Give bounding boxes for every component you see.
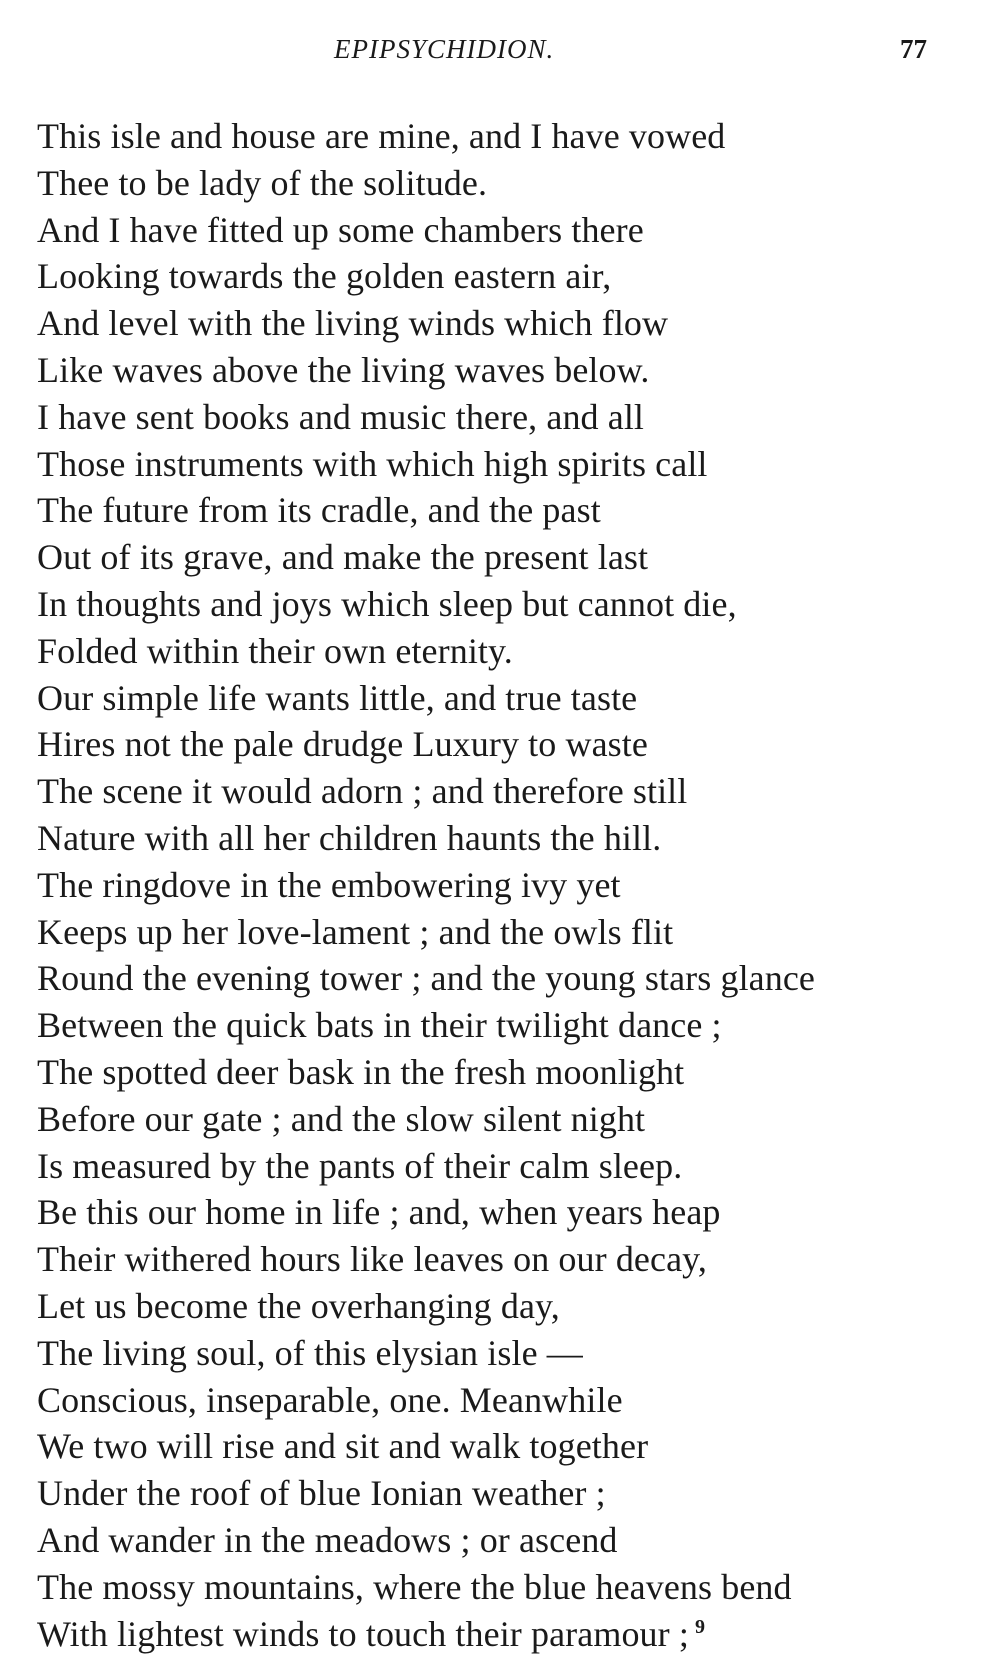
- poem-line: And level with the living winds which flow: [37, 303, 669, 344]
- poem-line: Their withered hours like leaves on our decay,: [37, 1239, 708, 1280]
- poem-line: Our simple life wants little, and true taste: [37, 677, 638, 718]
- poem-line: Be this our home in life ; and, when years heap: [37, 1192, 721, 1233]
- poem-line: Round the evening tower ; and the young stars glance: [37, 958, 816, 999]
- poem-line: Is measured by the pants of their calm sleep.: [37, 1145, 683, 1186]
- poem-line: In thoughts and joys which sleep but cannot die,: [37, 583, 737, 624]
- poem-line-text: With lightest winds to touch their paramour ;: [37, 1613, 689, 1654]
- poem-line: And I have fitted up some chambers there: [37, 209, 644, 250]
- poem-line: Those instruments with which high spirits call: [37, 443, 708, 484]
- page-number: 77: [900, 34, 927, 64]
- poem-line: Nature with all her children haunts the hill.: [37, 817, 662, 858]
- poem-line: Keeps up her love-lament ; and the owls flit: [37, 911, 674, 952]
- poem-line: Thee to be lady of the solitude.: [37, 162, 488, 203]
- poem-text: [37, 113, 987, 1657]
- poem-line: Let us become the overhanging day,: [37, 1285, 560, 1326]
- poem-line: The future from its cradle, and the past: [37, 490, 601, 531]
- running-title: EPIPSYCHIDION.: [334, 34, 555, 64]
- poem-line: Folded within their own eternity.: [37, 630, 513, 671]
- poem-line: Under the roof of blue Ionian weather ;: [37, 1473, 606, 1514]
- poem-line: The living soul, of this elysian isle —: [37, 1332, 583, 1373]
- footnote-marker: 9: [694, 1615, 706, 1638]
- poem-line: Out of its grave, and make the present last: [37, 537, 649, 578]
- poem-line: I have sent books and music there, and all: [37, 396, 645, 437]
- poem-line-last: [37, 1611, 987, 1658]
- poem-line: And wander in the meadows ; or ascend: [37, 1519, 618, 1560]
- poem-line: Looking towards the golden eastern air,: [37, 256, 612, 297]
- running-head: [0, 34, 1000, 74]
- poem-line: Between the quick bats in their twilight dance ;: [37, 1005, 722, 1046]
- poem-line: Hires not the pale drudge Luxury to waste: [37, 724, 648, 765]
- poem-line: This isle and house are mine, and I have vowed: [37, 116, 726, 156]
- poem-line: Like waves above the living waves below.: [37, 349, 650, 390]
- poem-line: The ringdove in the embowering ivy yet: [37, 864, 621, 905]
- poem-line: The scene it would adorn ; and therefore still: [37, 771, 688, 812]
- poem-line: Before our gate ; and the slow silent night: [37, 1098, 646, 1139]
- poem-line: The spotted deer bask in the fresh moonlight: [37, 1051, 685, 1092]
- poem-line: We two will rise and sit and walk together: [37, 1426, 649, 1467]
- poem-line: Conscious, inseparable, one. Meanwhile: [37, 1379, 623, 1420]
- poem-line: The mossy mountains, where the blue heavens bend: [37, 1566, 792, 1607]
